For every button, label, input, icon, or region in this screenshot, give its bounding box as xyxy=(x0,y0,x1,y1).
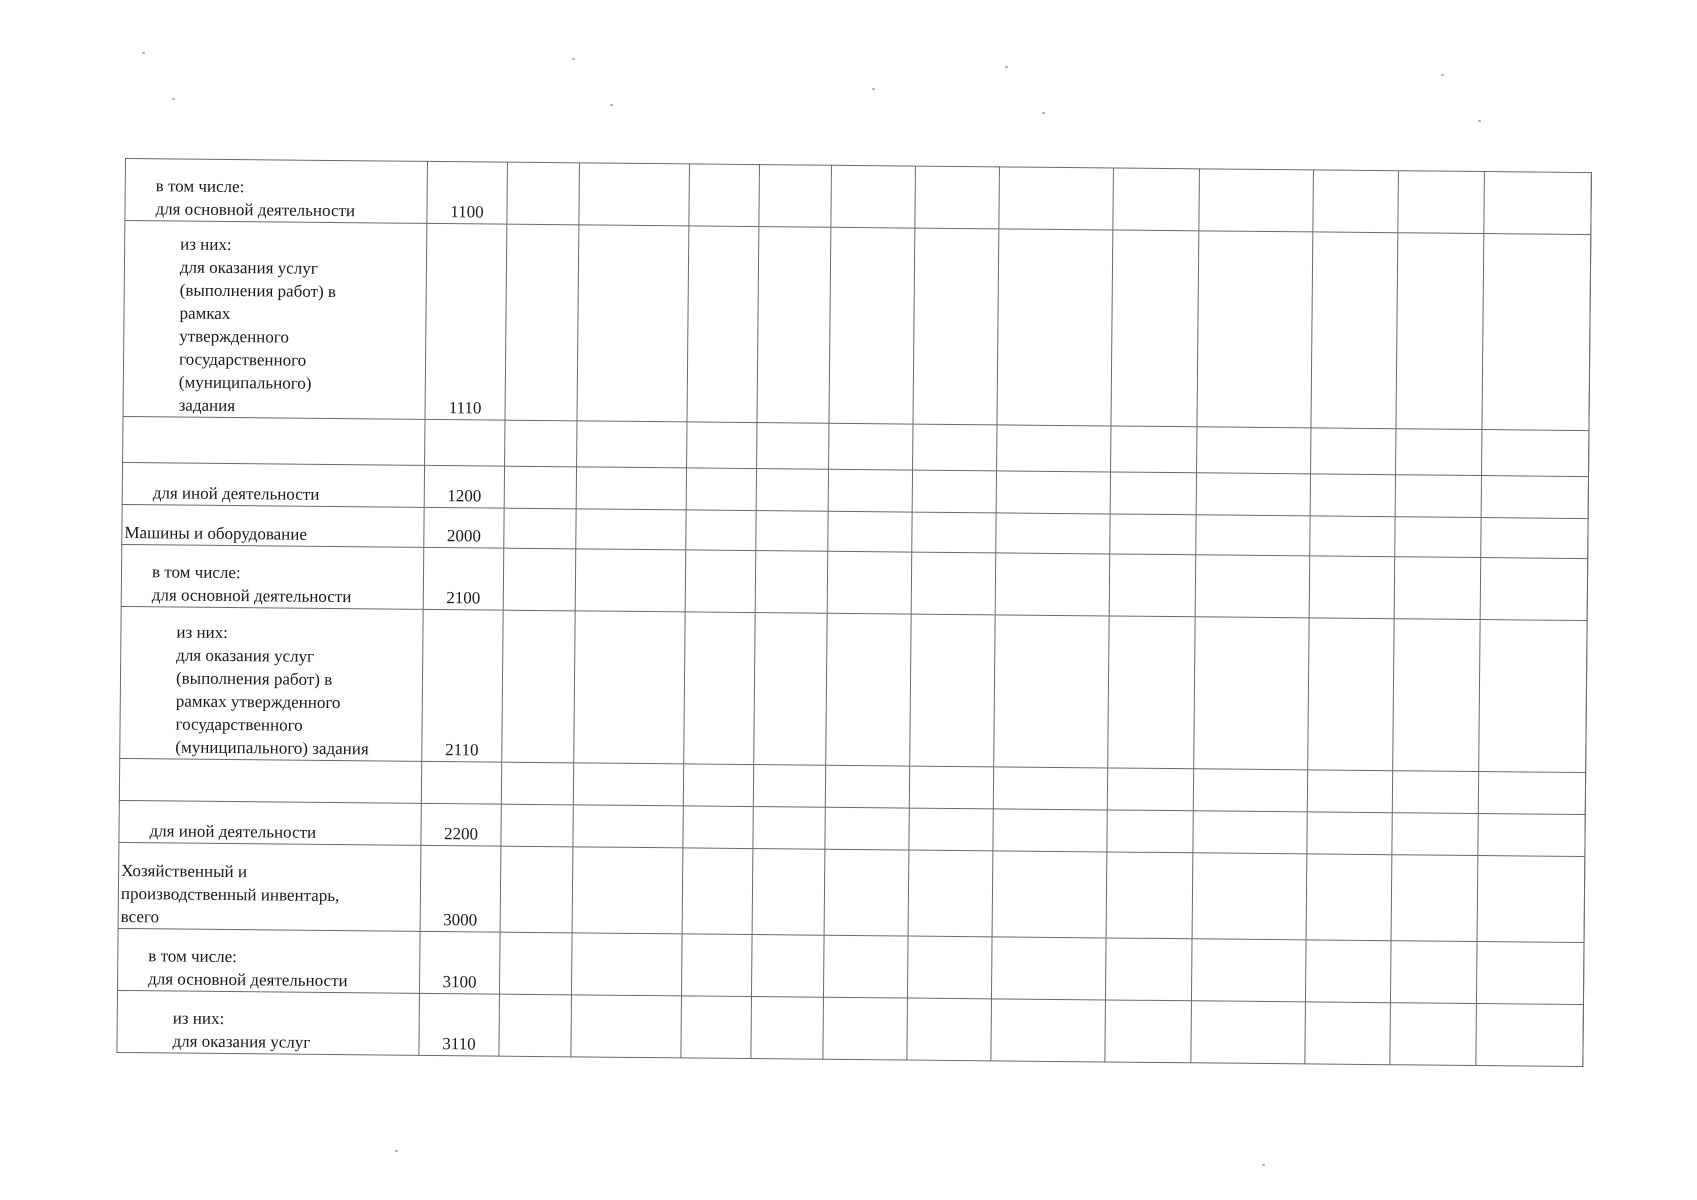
empty-value-cell xyxy=(1108,616,1195,769)
empty-value-cell xyxy=(1111,426,1197,473)
empty-value-cell xyxy=(829,227,915,424)
table-row xyxy=(123,221,1591,431)
empty-value-cell xyxy=(759,165,832,228)
empty-value-cell xyxy=(507,162,580,225)
empty-value-cell xyxy=(754,613,827,766)
empty-value-cell xyxy=(999,167,1114,230)
scan-speck xyxy=(142,52,145,54)
empty-value-cell xyxy=(1105,938,1192,1001)
empty-value-cell xyxy=(1396,429,1482,476)
empty-value-cell xyxy=(1395,517,1481,558)
row-label: в том числе: для основной деятельности xyxy=(125,159,428,224)
empty-value-cell xyxy=(992,851,1107,938)
empty-value-cell xyxy=(912,512,996,553)
empty-value-cell xyxy=(685,550,756,613)
empty-value-cell xyxy=(1305,940,1391,1003)
empty-value-cell xyxy=(1390,1003,1477,1066)
empty-value-cell xyxy=(499,994,572,1057)
row-code: 2200 xyxy=(421,803,501,846)
empty-value-cell xyxy=(1110,472,1196,515)
empty-value-cell xyxy=(1481,518,1588,559)
empty-value-cell xyxy=(1398,171,1485,234)
empty-value-cell xyxy=(577,225,689,422)
row-code: 2110 xyxy=(422,609,503,762)
scan-speck xyxy=(572,58,575,60)
row-code xyxy=(425,419,505,466)
empty-value-cell xyxy=(823,935,908,998)
empty-value-cell xyxy=(993,767,1107,810)
empty-value-cell xyxy=(687,422,757,469)
empty-value-cell xyxy=(1390,941,1477,1004)
empty-value-cell xyxy=(753,765,825,808)
empty-value-cell xyxy=(996,471,1110,514)
empty-value-cell xyxy=(826,613,911,766)
empty-value-cell xyxy=(1305,1002,1391,1065)
table-row xyxy=(118,842,1585,942)
empty-value-cell xyxy=(576,509,686,550)
empty-value-cell xyxy=(1309,556,1395,619)
empty-value-cell xyxy=(1111,230,1199,427)
empty-value-cell xyxy=(687,226,759,423)
scan-speck xyxy=(1005,66,1008,68)
row-label: из них: для оказания услуг (выполнения работ) в рамках утвержденного государственного (муниципального) задания xyxy=(120,606,423,761)
empty-value-cell xyxy=(1197,427,1311,474)
empty-value-cell xyxy=(683,806,753,849)
scan-speck xyxy=(610,104,613,106)
empty-value-cell xyxy=(1191,939,1306,1002)
empty-value-cell xyxy=(1478,772,1585,815)
empty-value-cell xyxy=(1113,168,1200,231)
empty-value-cell xyxy=(689,164,760,227)
empty-value-cell xyxy=(756,511,828,552)
empty-value-cell xyxy=(755,551,828,614)
empty-value-cell xyxy=(913,228,999,425)
empty-value-cell xyxy=(913,424,997,471)
empty-value-cell xyxy=(683,764,753,807)
empty-value-cell xyxy=(1392,813,1478,856)
empty-value-cell xyxy=(911,552,996,615)
empty-value-cell xyxy=(1476,942,1584,1005)
row-label: в том числе: для основной деятельности xyxy=(121,544,424,609)
empty-value-cell xyxy=(757,227,831,424)
row-label: для иной деятельности xyxy=(122,462,424,507)
empty-value-cell xyxy=(991,999,1106,1062)
empty-value-cell xyxy=(1391,855,1478,942)
empty-value-cell xyxy=(912,470,996,513)
row-label: Хозяйственный и производственный инвентарь, всего xyxy=(118,842,421,931)
empty-value-cell xyxy=(1107,810,1193,853)
row-label: Машины и оборудование xyxy=(122,504,424,547)
empty-value-cell xyxy=(751,997,824,1060)
row-code: 3110 xyxy=(419,993,500,1056)
empty-value-cell xyxy=(499,932,572,995)
empty-value-cell xyxy=(575,549,686,612)
empty-value-cell xyxy=(827,551,912,614)
empty-value-cell xyxy=(1192,853,1307,940)
empty-value-cell xyxy=(502,610,575,763)
empty-value-cell xyxy=(571,995,682,1058)
empty-value-cell xyxy=(501,762,573,805)
row-label: из них: для оказания услуг xyxy=(117,990,420,1055)
empty-value-cell xyxy=(576,467,686,510)
empty-value-cell xyxy=(828,469,912,512)
empty-value-cell xyxy=(1194,617,1309,770)
row-code: 3000 xyxy=(420,845,501,932)
empty-value-cell xyxy=(504,466,576,509)
empty-value-cell xyxy=(1482,234,1591,431)
row-label xyxy=(123,416,425,465)
empty-value-cell xyxy=(1481,476,1588,519)
empty-value-cell xyxy=(1480,558,1588,621)
row-code: 2000 xyxy=(424,507,504,548)
empty-value-cell xyxy=(1191,1001,1306,1064)
scan-speck xyxy=(1478,120,1481,122)
empty-value-cell xyxy=(1484,172,1592,235)
empty-value-cell xyxy=(1193,811,1307,854)
scanned-table-wrapper xyxy=(116,158,1591,1067)
empty-value-cell xyxy=(997,425,1111,472)
empty-value-cell xyxy=(573,805,683,848)
empty-value-cell xyxy=(1195,555,1310,618)
empty-value-cell xyxy=(1107,768,1193,811)
row-label xyxy=(119,758,421,803)
scan-speck xyxy=(872,88,875,90)
row-code: 3100 xyxy=(419,931,500,994)
empty-value-cell xyxy=(995,553,1110,616)
empty-value-cell xyxy=(1482,430,1589,477)
empty-value-cell xyxy=(915,166,1000,229)
scan-speck xyxy=(172,98,175,100)
empty-value-cell xyxy=(1392,771,1478,814)
row-code: 2100 xyxy=(423,547,504,610)
empty-value-cell xyxy=(684,612,755,765)
empty-value-cell xyxy=(505,420,577,467)
empty-value-cell xyxy=(579,163,690,226)
empty-value-cell xyxy=(503,548,576,611)
empty-value-cell xyxy=(909,766,993,809)
row-code xyxy=(421,761,501,804)
empty-value-cell xyxy=(1306,854,1392,941)
empty-value-cell xyxy=(571,933,682,996)
empty-value-cell xyxy=(996,513,1110,554)
empty-value-cell xyxy=(573,763,683,806)
empty-value-cell xyxy=(574,611,685,764)
empty-value-cell xyxy=(756,469,828,512)
empty-value-cell xyxy=(828,511,912,552)
empty-value-cell xyxy=(1105,1000,1192,1063)
empty-value-cell xyxy=(1313,170,1399,233)
empty-value-cell xyxy=(751,935,824,998)
empty-value-cell xyxy=(1308,618,1394,771)
empty-value-cell xyxy=(908,850,993,937)
row-code: 1110 xyxy=(425,223,507,420)
empty-value-cell xyxy=(993,809,1107,852)
scan-speck xyxy=(395,1150,398,1152)
empty-value-cell xyxy=(1193,769,1307,812)
empty-value-cell xyxy=(1396,233,1484,430)
empty-value-cell xyxy=(910,614,995,767)
empty-value-cell xyxy=(831,165,916,228)
empty-value-cell xyxy=(681,934,752,997)
scan-speck xyxy=(1042,112,1045,114)
empty-value-cell xyxy=(994,615,1109,768)
empty-value-cell xyxy=(1196,473,1310,516)
empty-value-cell xyxy=(752,849,825,936)
empty-value-cell xyxy=(1394,557,1481,620)
empty-value-cell xyxy=(505,224,579,421)
empty-value-cell xyxy=(686,468,756,511)
empty-value-cell xyxy=(682,848,753,935)
empty-value-cell xyxy=(504,508,576,549)
empty-value-cell xyxy=(991,937,1106,1000)
empty-value-cell xyxy=(1197,231,1313,428)
scan-speck xyxy=(1441,74,1444,76)
empty-value-cell xyxy=(1310,474,1395,517)
empty-value-cell xyxy=(1393,619,1480,772)
empty-value-cell xyxy=(757,423,829,470)
empty-value-cell xyxy=(1311,232,1398,429)
empty-value-cell xyxy=(1476,1004,1584,1067)
scan-speck xyxy=(1262,1164,1265,1166)
row-label: для иной деятельности xyxy=(119,800,421,845)
empty-value-cell xyxy=(825,807,909,850)
empty-value-cell xyxy=(686,510,756,551)
empty-value-cell xyxy=(1310,516,1395,557)
empty-value-cell xyxy=(500,846,573,933)
table-row xyxy=(120,606,1587,772)
empty-value-cell xyxy=(753,807,825,850)
empty-value-cell xyxy=(824,849,909,936)
empty-value-cell xyxy=(825,765,909,808)
empty-value-cell xyxy=(823,997,908,1060)
empty-value-cell xyxy=(1479,620,1587,773)
empty-value-cell xyxy=(1307,770,1392,813)
empty-value-cell xyxy=(1199,169,1314,232)
empty-value-cell xyxy=(577,421,687,468)
empty-value-cell xyxy=(829,423,913,470)
empty-value-cell xyxy=(909,808,993,851)
row-code: 1200 xyxy=(424,465,504,508)
row-label: в том числе: для основной деятельности xyxy=(118,928,421,993)
empty-value-cell xyxy=(1477,856,1585,943)
table-row xyxy=(117,990,1584,1066)
empty-value-cell xyxy=(1109,554,1196,617)
empty-value-cell xyxy=(1478,814,1585,857)
fixed-assets-table xyxy=(116,158,1592,1067)
empty-value-cell xyxy=(681,996,752,1059)
empty-value-cell xyxy=(1110,514,1196,555)
empty-value-cell xyxy=(572,847,683,934)
empty-value-cell xyxy=(1307,812,1392,855)
empty-value-cell xyxy=(907,998,992,1061)
empty-value-cell xyxy=(501,804,573,847)
empty-value-cell xyxy=(907,936,992,999)
empty-value-cell xyxy=(997,229,1113,426)
row-code: 1100 xyxy=(427,161,508,224)
empty-value-cell xyxy=(1395,475,1481,518)
empty-value-cell xyxy=(1196,515,1310,556)
empty-value-cell xyxy=(1311,428,1396,475)
empty-value-cell xyxy=(1106,852,1193,939)
row-label: из них: для оказания услуг (выполнения работ) в рамках утвержденного государственного (муниципального) задания xyxy=(123,221,427,420)
